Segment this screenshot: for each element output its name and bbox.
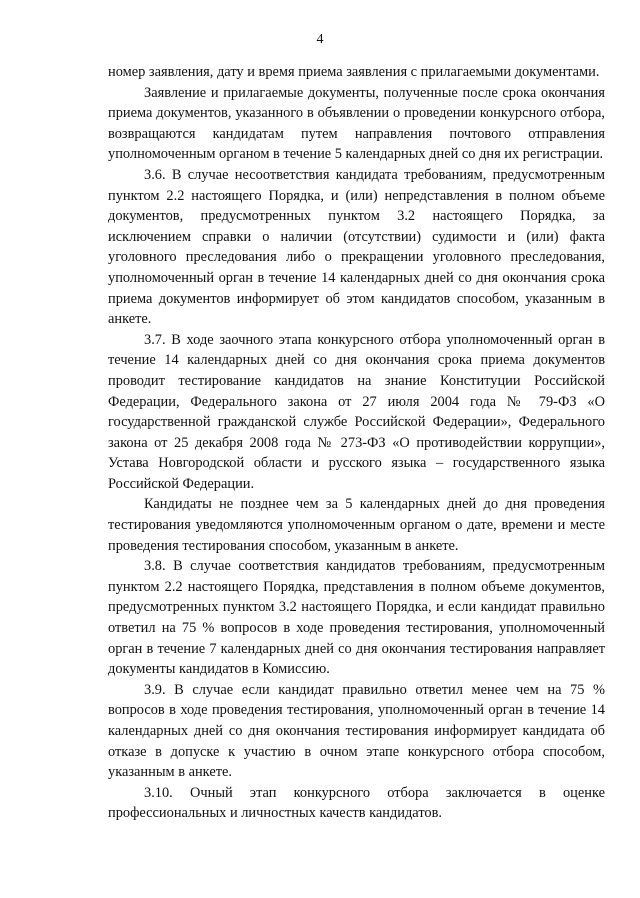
paragraph-testing-notice: Кандидаты не позднее чем за 5 календарных дней до дня проведения тестирования уведомляются уполномоченным органом о дате, времени и месте проведения тестирования способом, указанным в анкете. xyxy=(108,496,605,554)
paragraph-late-applications: Заявление и прилагаемые документы, полученные после срока окончания приема документов, указанного в объявлении о проведении конкурсного отбора, возвращаются кандидатам путем направления почтового отправления уполномоченным органом в течение 5 календарных дней со дня их регистрации. xyxy=(108,84,605,163)
paragraph-3-8: 3.8. В случае соответствия кандидатов требованиям, предусмотренным пунктом 2.2 настоящего Порядка, представления в полном объеме документов, предусмотренных пунктом 3.2 настоящего Порядка, и если кандидат правильно ответил на 75 % вопросов в ходе проведения тестирования, уполномоченный орган в течение 7 календарных дней со дня окончания тестирования направляет документы кандидатов в Комиссию. xyxy=(108,558,605,678)
paragraph-3-10: 3.10. Очный этап конкурсного отбора заключается в оценке профессиональных и личностных качеств кандидатов. xyxy=(108,784,605,822)
paragraph-3-7: 3.7. В ходе заочного этапа конкурсного отбора уполномоченный орган в течение 14 календарных дней со дня окончания срока приема документов проводит тестирование кандидатов на знание Конституции Российской Федерации, Федерального закона от 27 июля 2004 года № 79-ФЗ «О государственной гражданской службе Российской Федерации», Федерального закона от 25 декабря 2008 года № 273-ФЗ «О противодействии коррупции», Устава Новгородской области и русского языка – государственного языка Российской Федерации. xyxy=(108,331,605,492)
paragraph-continuation: номер заявления, дату и время приема заявления с прилагаемыми документами. xyxy=(108,64,600,80)
page-number: 4 xyxy=(316,32,324,47)
paragraph-3-9: 3.9. В случае если кандидат правильно ответил менее чем на 75 % вопросов в ходе проведения тестирования, уполномоченный орган в течение 14 календарных дней со дня окончания тестирования информирует кандидата об отказе в допуске к участию в очном этапе конкурсного отбора способом, указанным в анкете. xyxy=(108,681,605,781)
paragraph-3-6: 3.6. В случае несоответствия кандидата требованиям, предусмотренным пунктом 2.2 настоящего Порядка, и (или) непредставления в полном объеме документов, предусмотренных пунктом 3.2 настоящего Порядка, за исключением справки о наличии (отсутствии) судимости и (или) факта уголовного преследования либо о прекращении уголовного преследования, уполномоченный орган в течение 14 календарных дней со дня окончания срока приема документов информирует об этом кандидатов способом, указанным в анкете. xyxy=(108,166,605,328)
document-body xyxy=(108,62,605,824)
